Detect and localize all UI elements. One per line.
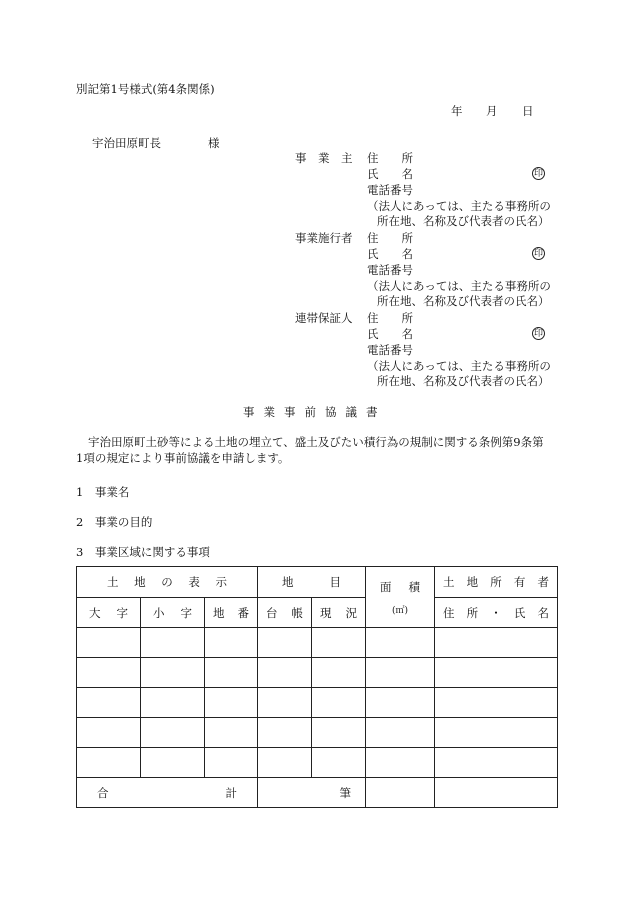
party-note: 所在地、名称及び代表者の氏名） bbox=[377, 214, 550, 228]
party-role: 事 業 主 bbox=[295, 151, 353, 165]
header-genkyo: 現 況 bbox=[312, 598, 366, 628]
table-row bbox=[77, 718, 558, 748]
party-name-label: 氏 名 bbox=[367, 247, 413, 261]
addressee-name: 宇治田原町長 bbox=[92, 136, 161, 150]
party-name-label: 氏 名 bbox=[367, 327, 413, 341]
item-area-matters: 3 事業区域に関する事項 bbox=[76, 545, 210, 559]
date-day: 日 bbox=[522, 104, 534, 118]
land-table bbox=[76, 566, 558, 808]
body-text: 1項の規定により事前協議を申請します。 bbox=[76, 451, 290, 465]
header-oaza: 大 字 bbox=[77, 598, 141, 628]
party-note: （法人にあっては、主たる事務所の bbox=[367, 359, 551, 373]
party-address-label: 住 所 bbox=[367, 311, 413, 325]
item-business-purpose: 2 事業の目的 bbox=[76, 515, 153, 529]
item-business-name: 1 事業名 bbox=[76, 485, 130, 499]
header-daicho: 台 帳 bbox=[258, 598, 312, 628]
header-owner-sub: 住 所 ・ 氏 名 bbox=[435, 598, 558, 628]
party-role: 事業施行者 bbox=[295, 231, 353, 245]
addressee-honorific: 様 bbox=[208, 136, 220, 150]
form-number: 別記第1号様式(第4条関係) bbox=[76, 82, 215, 96]
date-year: 年 bbox=[451, 104, 463, 118]
date-month: 月 bbox=[486, 104, 498, 118]
total-hitsu: 筆 bbox=[258, 778, 366, 808]
body-text: 宇治田原町土砂等による土地の埋立て、盛土及びたい積行為の規制に関する条例第9条第 bbox=[88, 435, 544, 449]
header-area: 面 積 (㎡) bbox=[366, 567, 435, 628]
table-row bbox=[77, 688, 558, 718]
party-phone-label: 電話番号 bbox=[367, 263, 413, 277]
party-address-label: 住 所 bbox=[367, 151, 413, 165]
party-note: 所在地、名称及び代表者の氏名） bbox=[377, 374, 550, 388]
header-chimoku: 地 目 bbox=[258, 567, 366, 598]
total-row bbox=[77, 778, 558, 808]
table-row bbox=[77, 628, 558, 658]
header-owner: 土 地 所 有 者 bbox=[435, 567, 558, 598]
party-phone-label: 電話番号 bbox=[367, 343, 413, 357]
document-title: 事業事前協議書 bbox=[243, 405, 387, 419]
header-chiban: 地 番 bbox=[205, 598, 258, 628]
table-row bbox=[77, 658, 558, 688]
seal-icon: 印 bbox=[533, 169, 543, 179]
header-koaza: 小 字 bbox=[141, 598, 205, 628]
seal-icon: 印 bbox=[533, 249, 543, 259]
party-role: 連帯保証人 bbox=[295, 311, 353, 325]
area-unit: (㎡) bbox=[391, 605, 409, 616]
party-note: 所在地、名称及び代表者の氏名） bbox=[377, 294, 550, 308]
party-note: （法人にあっては、主たる事務所の bbox=[367, 199, 551, 213]
header-land-display: 土 地 の 表 示 bbox=[77, 567, 258, 598]
party-address-label: 住 所 bbox=[367, 231, 413, 245]
party-note: （法人にあっては、主たる事務所の bbox=[367, 279, 551, 293]
party-name-label: 氏 名 bbox=[367, 167, 413, 181]
party-phone-label: 電話番号 bbox=[367, 183, 413, 197]
total-label: 合 計 bbox=[77, 778, 258, 808]
table-row bbox=[77, 748, 558, 778]
seal-icon: 印 bbox=[533, 329, 543, 339]
